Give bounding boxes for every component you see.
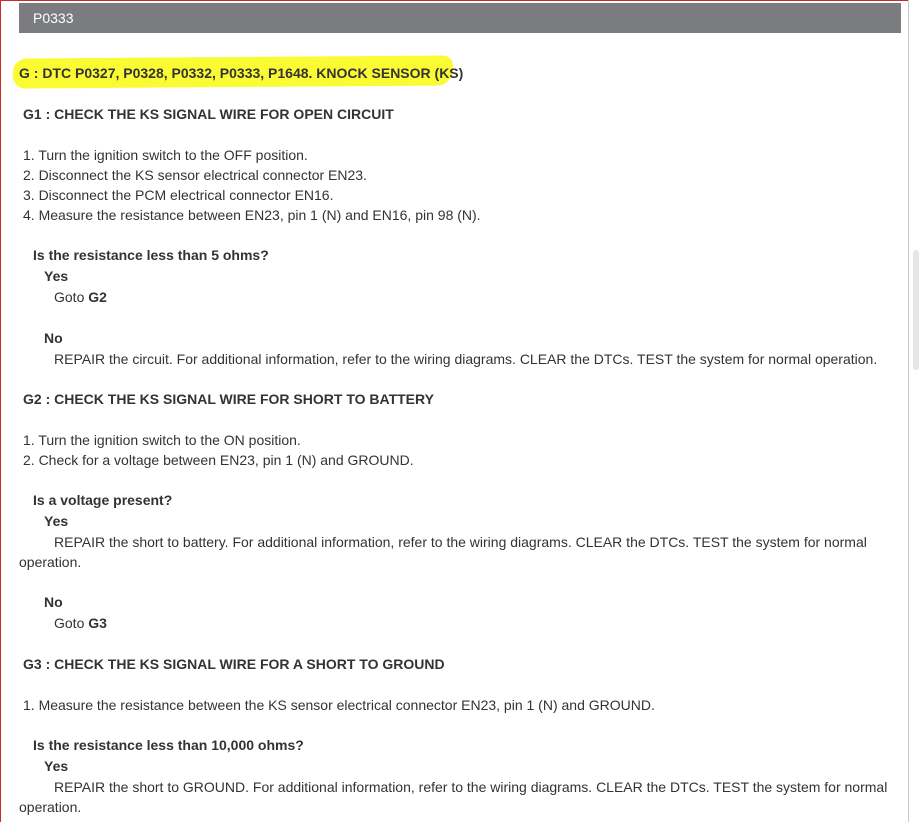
page-title-bar [19, 3, 901, 33]
g1-question: Is the resistance less than 5 ohms? [33, 247, 269, 263]
g1-step: 4. Measure the resistance between EN23, pin 1 (N) and EN16, pin 98 (N). [23, 207, 481, 223]
g2-no-goto[interactable] [54, 614, 107, 632]
goto-target-link[interactable]: G2 [88, 289, 107, 305]
g3-step: 1. Measure the resistance between the KS sensor electrical connector EN23, pin 1 (N) and GROUND. [23, 697, 655, 713]
g2-yes-text [19, 532, 899, 572]
g1-no-text: REPAIR the circuit. For additional information, refer to the wiring diagrams. CLEAR the DTCs. TEST the system for normal operation. [54, 351, 878, 367]
g2-no-label: No [44, 594, 63, 610]
g3-question: Is the resistance less than 10,000 ohms? [33, 737, 304, 753]
g2-heading: G2 : CHECK THE KS SIGNAL WIRE FOR SHORT TO BATTERY [23, 391, 434, 407]
g1-heading: G1 : CHECK THE KS SIGNAL WIRE FOR OPEN CIRCUIT [23, 106, 394, 122]
g3-yes-text-content: REPAIR the short to GROUND. For additional information, refer to the wiring diagrams. CLEAR the DTCs. TEST the system for normal operation. [19, 779, 888, 815]
goto-prefix: Goto [54, 615, 89, 631]
g3-yes-text [19, 777, 899, 817]
g2-yes-text-content: REPAIR the short to battery. For additional information, refer to the wiring diagrams. CLEAR the DTCs. TEST the system for normal operation. [19, 534, 867, 570]
g1-step: 1. Turn the ignition switch to the OFF position. [23, 147, 308, 163]
section-heading: G : DTC P0327, P0328, P0332, P0333, P1648. KNOCK SENSOR (KS) [19, 65, 464, 81]
page-title: P0333 [33, 10, 74, 26]
g2-yes-label: Yes [44, 513, 69, 529]
g1-step: 2. Disconnect the KS sensor electrical connector EN23. [23, 167, 367, 183]
g3-heading: G3 : CHECK THE KS SIGNAL WIRE FOR A SHORT TO GROUND [23, 656, 445, 672]
goto-prefix: Goto [54, 289, 89, 305]
g1-yes-goto[interactable] [54, 288, 107, 306]
g1-no-label: No [44, 330, 63, 346]
g1-yes-label: Yes [44, 268, 69, 284]
scrollbar-thumb[interactable] [913, 250, 919, 370]
g3-yes-label: Yes [44, 758, 69, 774]
goto-target-link[interactable]: G3 [88, 615, 107, 631]
scrollbar[interactable] [908, 0, 922, 822]
g2-question: Is a voltage present? [33, 492, 173, 508]
g2-step: 1. Turn the ignition switch to the ON position. [23, 432, 301, 448]
g1-step: 3. Disconnect the PCM electrical connector EN16. [23, 187, 334, 203]
g2-step: 2. Check for a voltage between EN23, pin 1 (N) and GROUND. [23, 452, 414, 468]
